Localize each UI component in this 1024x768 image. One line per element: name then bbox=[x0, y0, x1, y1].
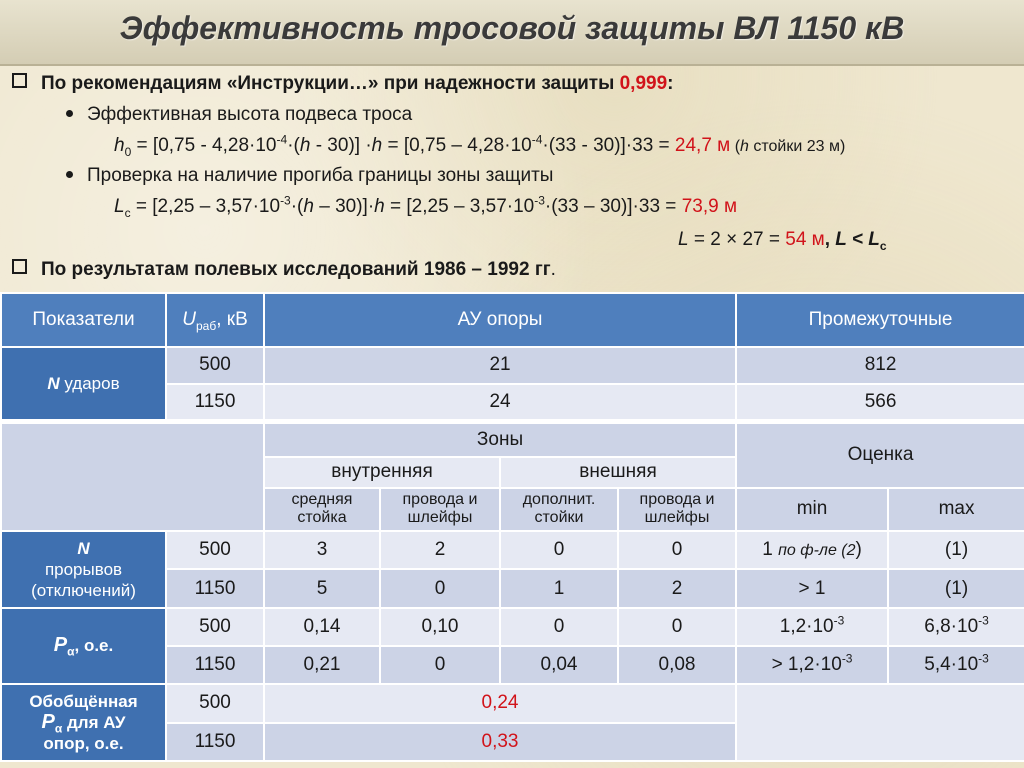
data-cell: 0 bbox=[380, 569, 500, 607]
sub-bullet-sag bbox=[66, 164, 553, 188]
estimate-max: $5,4\cdot 10^{-3}$ bbox=[888, 646, 1024, 684]
formula-lc: $L_c = [2,25 - 3,57\cdot 10^{-3}\cdot(h - 30)]\cdot h = [2,25 - 3,57\cdot 10^{-3}\cdot(33 - 30)]\cdot 33 = 73,9$ м bbox=[114, 193, 738, 220]
estimate-min: 1 по ф-ле (2) bbox=[736, 531, 888, 569]
data-cell: 0,08 bbox=[618, 646, 736, 684]
data-cell: 0 bbox=[380, 646, 500, 684]
hits-au-500: 21 bbox=[264, 347, 736, 384]
reliability-value: 0,999 bbox=[619, 73, 668, 94]
checkbox-bullet-icon bbox=[12, 73, 27, 88]
hits-au-1150: 24 bbox=[264, 384, 736, 421]
header-intermediate: Промежуточные bbox=[736, 293, 1024, 347]
header-indicators: Показатели bbox=[1, 293, 166, 347]
data-cell: 2 bbox=[380, 531, 500, 569]
estimate-min: > $1,2\cdot 10^{-3}$ bbox=[736, 646, 888, 684]
bullet-field-research: По результатам полевых исследований 1986 – 1992 гг. bbox=[12, 258, 556, 282]
formula-l: L = 2 × 27 = 54 м, $L < L_c$ bbox=[678, 229, 887, 253]
data-cell: 0 bbox=[618, 608, 736, 646]
row-label-hits: N ударов bbox=[1, 347, 166, 422]
voltage-cell: 1150 bbox=[166, 569, 264, 607]
voltage-cell: 500 bbox=[166, 347, 264, 384]
data-cell: 0,14 bbox=[264, 608, 380, 646]
header-au-poles: АУ опоры bbox=[264, 293, 736, 347]
header-max: max bbox=[888, 488, 1024, 531]
blank-cell bbox=[1, 421, 264, 531]
voltage-cell: 500 bbox=[166, 531, 264, 569]
header-zones: Зоны bbox=[264, 421, 736, 456]
estimate-min: > 1 bbox=[736, 569, 888, 607]
data-cell: 5 bbox=[264, 569, 380, 607]
h0-value: 24,7 м bbox=[674, 135, 731, 156]
header-voltage: $U_{раб}$, кВ bbox=[166, 293, 264, 347]
header-mid-pole: средняя стойка bbox=[264, 488, 380, 531]
formula-h0: $h_0 = [0,75 - 4,28\cdot 10^{-4}\cdot(h - 30)] \cdot h = [0,75 - 4,28\cdot 10^{-4}\cdot(33 - 30)]\cdot 33 = 24,7$ м (h стойки 23 м) bbox=[114, 132, 846, 159]
voltage-cell: 500 bbox=[166, 608, 264, 646]
data-cell: 0,10 bbox=[380, 608, 500, 646]
voltage-cell: 1150 bbox=[166, 384, 264, 421]
bullet-dot-icon bbox=[66, 171, 73, 178]
header-wires-outer: провода и шлейфы bbox=[618, 488, 736, 531]
voltage-cell: 1150 bbox=[166, 646, 264, 684]
voltage-cell: 500 bbox=[166, 684, 264, 722]
lc-value: 73,9 м bbox=[681, 196, 738, 217]
height-text: Эффективная высота подвеса троса bbox=[87, 104, 413, 125]
sag-text: Проверка на наличие прогиба границы зоны защиты bbox=[87, 165, 554, 186]
hits-inter-500: 812 bbox=[736, 347, 1024, 384]
header-add-poles: дополнит. стойки bbox=[500, 488, 618, 531]
field-research-text: По результатам полевых исследований 1986 – 1992 гг bbox=[41, 259, 551, 280]
bullet-dot-icon bbox=[66, 110, 73, 117]
data-cell: 0 bbox=[618, 531, 736, 569]
slide-title: Эффективность тросовой защиты ВЛ 1150 кВ bbox=[119, 10, 905, 46]
header-outer-zone: внешняя bbox=[500, 457, 736, 488]
recommendations-text: По рекомендациям «Инструкции…» при надежности защиты bbox=[41, 73, 620, 94]
row-label-generalized: Обобщённая $P_\alpha$ для АУ опор, о.е. bbox=[1, 684, 166, 761]
checkbox-bullet-icon bbox=[12, 259, 27, 274]
generalized-1150: 0,33 bbox=[264, 723, 736, 761]
blank-cell bbox=[736, 684, 1024, 761]
bullet-recommendations: По рекомендациям «Инструкции…» при надежности защиты 0,999: bbox=[12, 72, 673, 96]
data-cell: 3 bbox=[264, 531, 380, 569]
hits-inter-1150: 566 bbox=[736, 384, 1024, 421]
header-estimate: Оценка bbox=[736, 421, 1024, 487]
row-label-probability: $P_\alpha$, о.е. bbox=[1, 608, 166, 685]
data-cell: 0,21 bbox=[264, 646, 380, 684]
l-lt-lc: L < L bbox=[835, 229, 880, 250]
results-table bbox=[0, 292, 1024, 762]
row-label-breakthroughs: N прорывов (отключений) bbox=[1, 531, 166, 608]
data-cell: 1 bbox=[500, 569, 618, 607]
l-value: 54 м bbox=[785, 229, 825, 250]
header-inner-zone: внутренняя bbox=[264, 457, 500, 488]
data-cell: 0 bbox=[500, 608, 618, 646]
voltage-cell: 1150 bbox=[166, 723, 264, 761]
estimate-max: $6,8\cdot 10^{-3}$ bbox=[888, 608, 1024, 646]
data-cell: 2 bbox=[618, 569, 736, 607]
header-wires-inner: провода и шлейфы bbox=[380, 488, 500, 531]
estimate-max: (1) bbox=[888, 531, 1024, 569]
data-cell: 0 bbox=[500, 531, 618, 569]
data-cell: 0,04 bbox=[500, 646, 618, 684]
sub-bullet-height bbox=[66, 103, 412, 127]
generalized-500: 0,24 bbox=[264, 684, 736, 722]
estimate-min: $1,2\cdot 10^{-3}$ bbox=[736, 608, 888, 646]
estimate-max: (1) bbox=[888, 569, 1024, 607]
header-min: min bbox=[736, 488, 888, 531]
